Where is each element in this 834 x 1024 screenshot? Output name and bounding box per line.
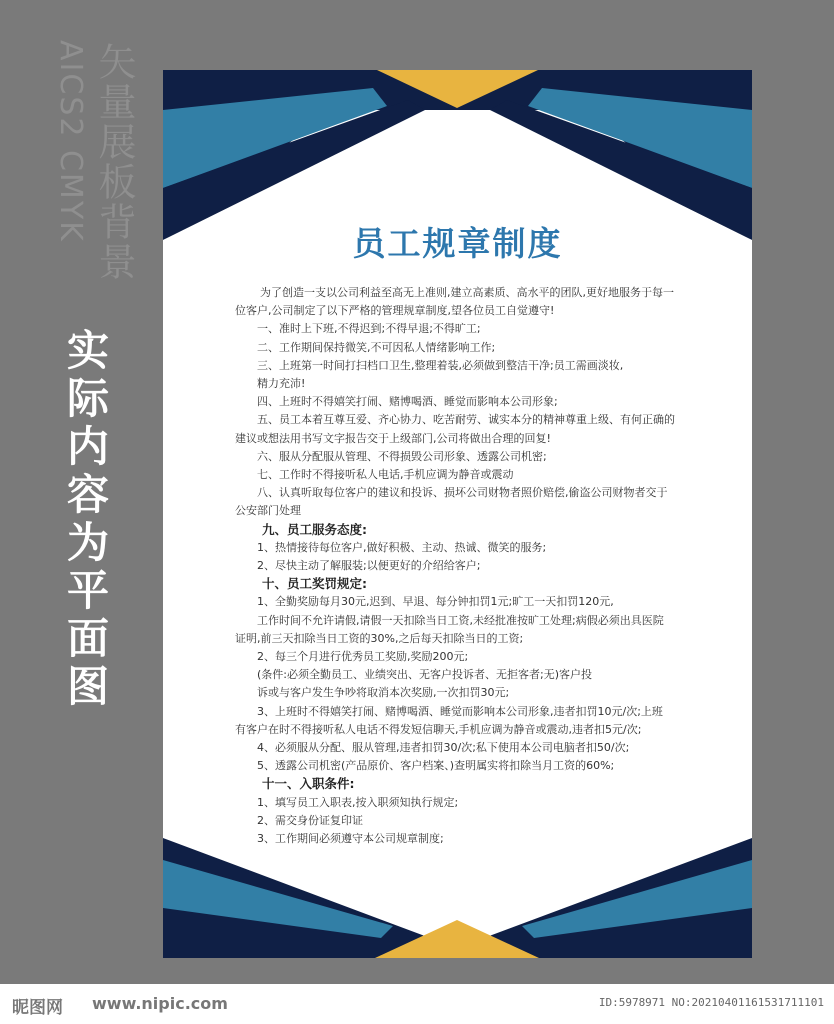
rule-line: 二、工作期间保持微笑,不可因私人情绪影响工作; [257, 340, 496, 354]
rule-line: 三、上班第一时间打扫档口卫生,整理着装,必须做到整洁干净;员工需画淡妆, [257, 358, 624, 372]
rule-line: 5、透露公司机密(产品原价、客户档案、)查明属实将扣除当月工资的60%; [257, 759, 615, 773]
rules-body [235, 284, 695, 848]
top-decoration [163, 70, 752, 310]
rule-line: 1、全勤奖励每月30元,迟到、早退、每分钟扣罚1元;旷工一天扣罚120元, [257, 595, 614, 609]
rule-line: 2、尽快主动了解服装;以便更好的介绍给客户; [257, 559, 481, 573]
rule-line: 七、工作时不得接听私人电话,手机应调为静音或震动 [257, 468, 514, 482]
poster [163, 70, 752, 958]
rule-line: 精力充沛! [257, 377, 306, 391]
image-id: ID:5978971 NO:20210401161531711101 [598, 996, 824, 1009]
rule-line: 五、员工本着互尊互爱、齐心协力、吃苦耐劳、诚实本分的精神尊重上级、有何正确的 [257, 413, 675, 427]
side-format-label: AICS2 CMYK [53, 40, 88, 243]
rule-line: 八、认真听取每位客户的建议和投诉、损坏公司财物者照价赔偿,偷盗公司财物者交于 [257, 486, 668, 500]
rule-line: 1、热情接待每位客户,做好积极、主动、热诚、微笑的服务; [257, 540, 547, 554]
site-logo: 昵图网 [12, 998, 63, 1018]
section-heading: 十、员工奖罚规定: [262, 576, 367, 592]
site-url[interactable]: www.nipic.com [92, 994, 228, 1013]
rule-line: 工作时间不允许请假,请假一天扣除当日工资,未经批准按旷工处理;病假必须出具医院 [257, 613, 664, 627]
rule-line: 4、必须服从分配、服从管理,违者扣罚30/次;私下使用本公司电脑者扣50/次; [257, 741, 630, 755]
rule-line: 1、填写员工入职表,按入职须知执行规定; [257, 795, 459, 809]
section-heading: 九、员工服务态度: [262, 521, 367, 537]
rule-line: (条件:必须全勤员工、业绩突出、无客户投诉者、无拒客者;无)客户投 [257, 668, 592, 682]
side-note: 实际内容为平面图 [61, 328, 110, 712]
rule-line: 有客户在时不得接听私人电话不得发短信聊天,手机应调为静音或震动,违者扣5元/次; [235, 722, 642, 736]
rule-line: 公安部门处理 [235, 504, 301, 518]
rule-line: 3、上班时不得嬉笑打闹、赌博喝酒、睡觉而影响本公司形象,违者扣罚10元/次;上班 [257, 704, 663, 718]
rule-line: 诉或与客户发生争吵将取消本次奖励,一次扣罚30元; [257, 686, 510, 700]
footer-bar [0, 984, 834, 1024]
rule-line: 证明,前三天扣除当日工资的30%,之后每天扣除当日的工资; [235, 631, 524, 645]
side-title: 矢量展板背景 [92, 42, 136, 282]
rule-line: 四、上班时不得嬉笑打闹、赌博喝酒、睡觉而影响本公司形象; [257, 395, 558, 409]
rule-line: 位客户,公司制定了以下严格的管理规章制度,望各位员工自觉遵守! [235, 304, 555, 318]
document-title: 员工规章制度 [352, 224, 563, 263]
rule-line: 2、需交身份证复印证 [257, 813, 363, 827]
rule-line: 一、准时上下班,不得迟到;不得早退;不得旷工; [257, 322, 481, 336]
rule-line: 六、服从分配服从管理、不得损毁公司形象、透露公司机密; [257, 449, 547, 463]
rule-line: 2、每三个月进行优秀员工奖励,奖励200元; [257, 650, 469, 664]
rule-line: 为了创造一支以公司利益至高无上准则,建立高素质、高水平的团队,更好地服务于每一 [260, 286, 674, 299]
section-heading: 十一、入职条件: [262, 776, 355, 792]
rule-line: 建议或想法用书写文字报告交于上级部门,公司将做出合理的回复! [235, 431, 551, 445]
bottom-decoration [163, 838, 752, 958]
rule-line: 3、工作期间必须遵守本公司规章制度; [257, 832, 444, 846]
